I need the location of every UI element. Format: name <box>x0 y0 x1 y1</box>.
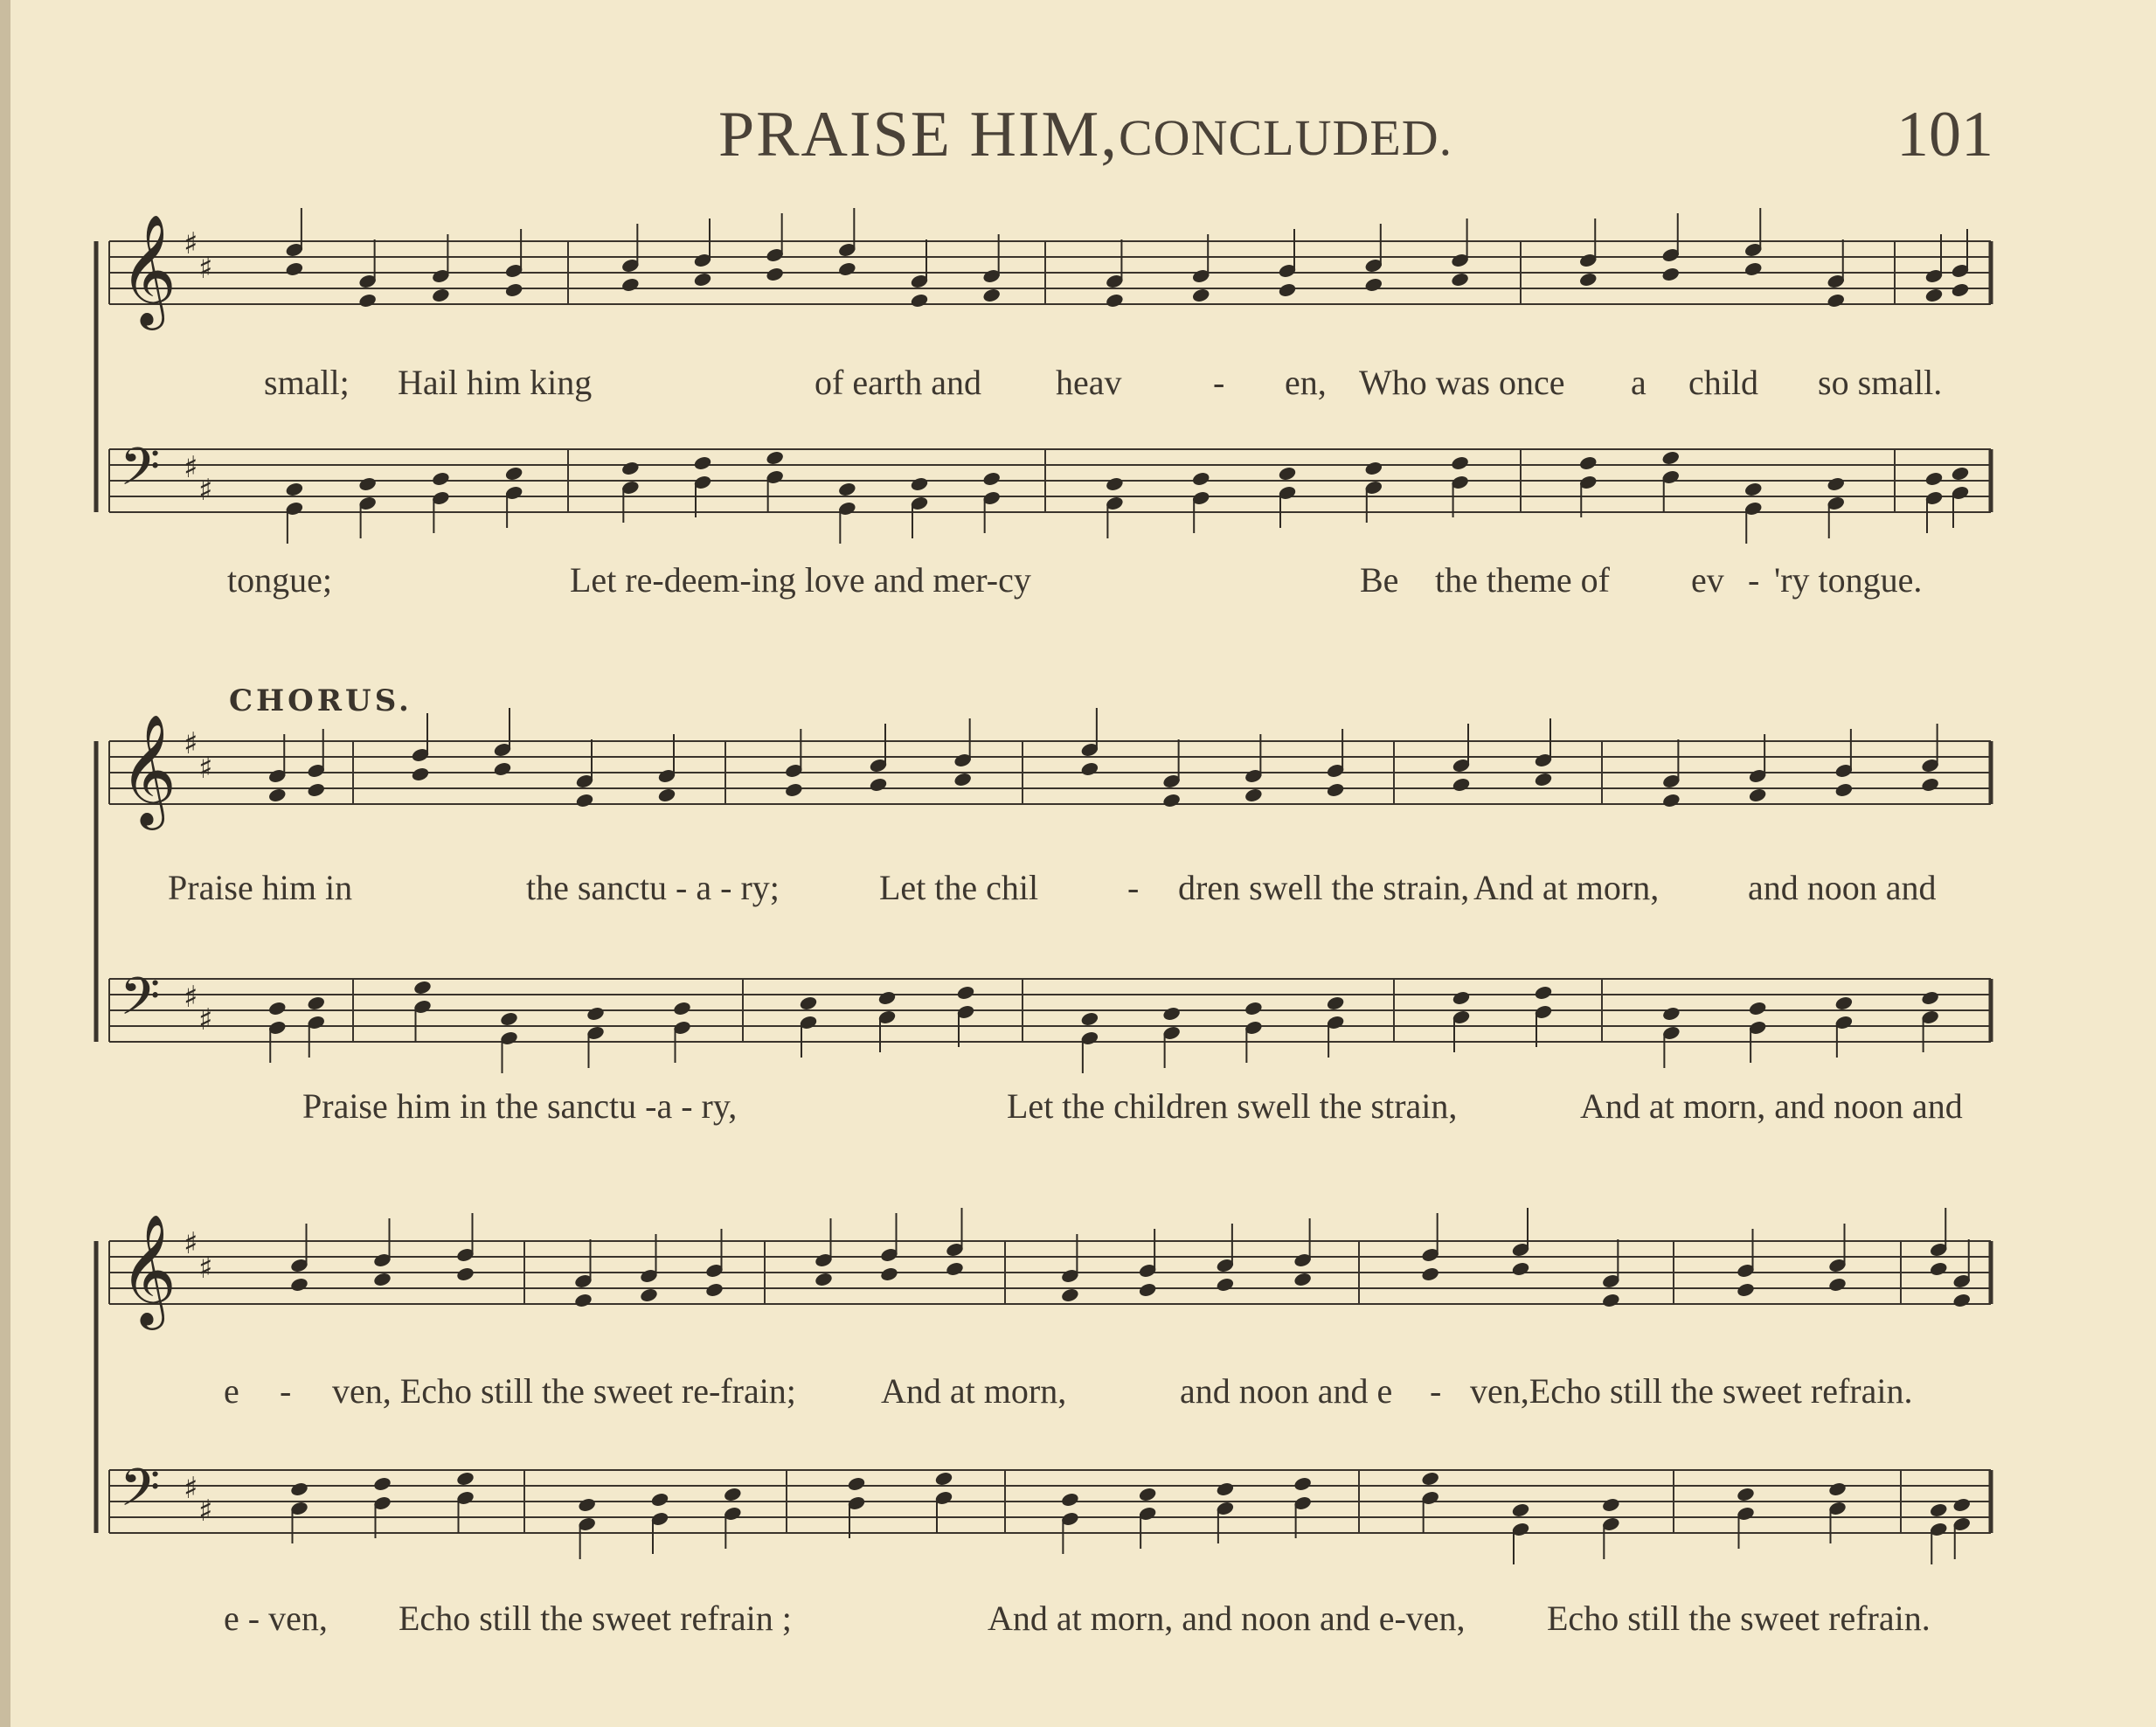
notehead <box>910 293 928 308</box>
lyric: And at morn, <box>1473 868 1660 907</box>
notehead <box>1511 1502 1529 1517</box>
notehead <box>1452 777 1470 792</box>
lyric: tongue; <box>227 560 332 600</box>
notehead <box>1278 282 1296 297</box>
lyric: And at morn, and noon and <box>1580 1086 1963 1126</box>
lyric: en, <box>1285 363 1327 402</box>
notehead <box>1828 1277 1847 1292</box>
sharp-icon: ♯ <box>184 1471 198 1506</box>
notehead <box>1451 272 1469 287</box>
notehead <box>1061 1287 1079 1302</box>
notehead <box>1278 466 1296 481</box>
notehead <box>373 1476 392 1491</box>
lyric: 'ry tongue. <box>1774 560 1923 600</box>
notehead <box>1293 1272 1312 1287</box>
notehead <box>307 782 325 797</box>
notehead <box>1080 761 1099 776</box>
sharp-icon: ♯ <box>184 726 198 761</box>
notehead <box>1162 1006 1181 1021</box>
notehead <box>1744 482 1763 496</box>
notehead <box>574 1293 593 1307</box>
treble-clef-icon: 𝄞 <box>120 213 177 325</box>
sharp-icon: ♯ <box>198 473 213 508</box>
notehead <box>500 1011 518 1026</box>
lyric: and noon and e <box>1180 1371 1393 1411</box>
notehead <box>1534 772 1552 787</box>
notehead <box>1534 985 1552 1000</box>
system-3-bass-lyrics <box>0 1598 2156 1650</box>
notehead <box>1834 995 1853 1010</box>
lyric: the theme of <box>1435 560 1610 600</box>
notehead <box>953 772 972 787</box>
notehead <box>1244 1001 1263 1016</box>
notehead <box>785 782 803 797</box>
notehead <box>1661 267 1680 281</box>
notehead <box>847 1476 865 1491</box>
lyric: ven, Echo still the sweet re-frain; <box>332 1371 796 1411</box>
sharp-icon: ♯ <box>198 1494 213 1529</box>
notehead <box>934 1471 953 1486</box>
lyric: Be <box>1360 560 1399 600</box>
notehead <box>982 471 1001 486</box>
bass-clef-icon: 𝄢 <box>120 1457 161 1530</box>
notehead <box>1952 1497 1971 1512</box>
sharp-icon: ♯ <box>198 251 213 286</box>
notehead <box>838 261 856 276</box>
notehead <box>673 1001 691 1016</box>
notehead <box>1827 476 1845 491</box>
notehead <box>1749 787 1767 802</box>
notehead <box>1924 471 1943 486</box>
notehead <box>1364 461 1383 475</box>
lyric: heav <box>1056 363 1122 402</box>
lyric: small; <box>264 363 350 402</box>
notehead <box>877 990 896 1005</box>
lyric: so small. <box>1818 363 1943 402</box>
notehead <box>1293 1476 1312 1491</box>
notehead <box>1921 777 1939 792</box>
notehead <box>869 777 887 792</box>
notehead <box>1139 1487 1157 1502</box>
notehead <box>1737 1282 1755 1297</box>
notehead <box>1661 450 1680 465</box>
notehead <box>505 466 523 481</box>
notehead <box>1162 793 1181 808</box>
notehead <box>799 995 817 1010</box>
notehead <box>1602 1497 1620 1512</box>
sharp-icon: ♯ <box>184 226 198 261</box>
notehead <box>1511 1261 1529 1276</box>
notehead <box>1216 1277 1234 1292</box>
notehead <box>621 277 640 292</box>
notehead <box>1662 1006 1681 1021</box>
lyric: e - ven, <box>224 1599 328 1638</box>
notehead <box>1662 793 1681 808</box>
lyric: ven,Echo still the sweet refrain. <box>1470 1371 1913 1411</box>
lyric: And at morn, <box>881 1371 1067 1411</box>
notehead <box>705 1282 724 1297</box>
notehead <box>1951 282 1969 297</box>
notehead <box>1828 1481 1847 1496</box>
notehead <box>307 995 325 1010</box>
lyric: Echo still the sweet refrain. <box>1547 1599 1931 1638</box>
notehead <box>290 1481 308 1496</box>
notehead <box>982 288 1001 302</box>
system-2-bass-lyrics <box>0 1085 2156 1138</box>
notehead <box>1921 990 1939 1005</box>
notehead <box>693 455 711 470</box>
notehead <box>1421 1471 1439 1486</box>
notehead <box>1602 1293 1620 1307</box>
notehead <box>285 482 303 496</box>
sharp-icon: ♯ <box>198 751 213 786</box>
notehead <box>838 482 856 496</box>
notehead <box>1744 261 1763 276</box>
notehead <box>358 476 377 491</box>
system-3-treble-lyrics <box>0 1370 2156 1423</box>
lyric: e <box>224 1371 239 1411</box>
notehead <box>413 980 432 995</box>
treble-clef-icon: 𝄞 <box>120 1213 177 1325</box>
lyric: Let the chil <box>879 868 1039 907</box>
notehead <box>1327 995 1345 1010</box>
notehead <box>1452 990 1470 1005</box>
notehead <box>1952 1293 1971 1307</box>
lyric: - <box>280 1371 292 1411</box>
notehead <box>815 1272 833 1287</box>
hymn-subtitle: CONCLUDED. <box>1119 109 1453 166</box>
sharp-icon: ♯ <box>184 1226 198 1261</box>
notehead <box>1139 1282 1157 1297</box>
notehead <box>1579 455 1598 470</box>
notehead <box>766 450 784 465</box>
notehead <box>1421 1266 1439 1281</box>
system-1-treble-lyrics <box>0 362 2156 414</box>
notehead <box>586 1006 605 1021</box>
notehead <box>578 1497 596 1512</box>
notehead <box>1924 288 1943 302</box>
lyric: the sanctu - a - ry; <box>526 868 780 907</box>
notehead <box>1061 1492 1079 1507</box>
notehead <box>1737 1487 1755 1502</box>
bass-clef-icon: 𝄢 <box>120 966 161 1039</box>
notehead <box>657 787 676 802</box>
lyric: - <box>1213 363 1225 402</box>
lyric: child <box>1688 363 1758 402</box>
notehead <box>880 1266 898 1281</box>
lyric: Who was once <box>1359 363 1565 402</box>
notehead <box>724 1487 742 1502</box>
notehead <box>1451 455 1469 470</box>
lyric: Echo still the sweet refrain ; <box>399 1599 792 1638</box>
lyric: of earth and <box>815 363 982 402</box>
sharp-icon: ♯ <box>184 450 198 485</box>
notehead <box>1364 277 1383 292</box>
notehead <box>1749 1001 1767 1016</box>
notehead <box>285 261 303 276</box>
notehead <box>1192 471 1210 486</box>
notehead <box>432 471 450 486</box>
notehead <box>1579 272 1598 287</box>
notehead <box>1951 466 1969 481</box>
notehead <box>411 766 429 781</box>
lyric: Praise him in the sanctu -a - ry, <box>302 1086 738 1126</box>
sharp-icon: ♯ <box>198 1002 213 1037</box>
notehead <box>493 761 511 776</box>
lyric: Let the children swell the strain, <box>1007 1086 1458 1126</box>
notehead <box>1827 293 1845 308</box>
notehead <box>640 1287 658 1302</box>
notehead <box>1192 288 1210 302</box>
lyric: Hail him king <box>398 363 593 402</box>
lyric: - <box>1430 1371 1442 1411</box>
system-1-bass-lyrics <box>0 559 2156 612</box>
notehead <box>1244 787 1263 802</box>
notehead <box>1106 293 1124 308</box>
hymn-title: PRAISE HIM, <box>718 99 1119 170</box>
lyric: a <box>1631 363 1646 402</box>
notehead <box>910 476 928 491</box>
notehead <box>456 1266 475 1281</box>
system-2-treble-lyrics <box>0 867 2156 919</box>
notehead <box>1930 1502 1948 1517</box>
notehead <box>693 272 711 287</box>
notehead <box>373 1272 392 1287</box>
lyric: - <box>1748 560 1760 600</box>
lyric: - <box>1127 868 1140 907</box>
treble-clef-icon: 𝄞 <box>120 713 177 825</box>
notehead <box>1930 1261 1948 1276</box>
notehead <box>290 1277 308 1292</box>
sharp-icon: ♯ <box>198 1251 213 1286</box>
notehead <box>1834 782 1853 797</box>
lyric: and noon and <box>1748 868 1937 907</box>
notehead <box>268 1001 287 1016</box>
notehead <box>505 282 523 297</box>
chorus-label: CHORUS. <box>229 683 412 718</box>
notehead <box>432 288 450 302</box>
notehead <box>456 1471 475 1486</box>
notehead <box>621 461 640 475</box>
notehead <box>268 787 287 802</box>
lyric: Let re-deem-ing love and mer-cy <box>570 560 1031 600</box>
page-number: 101 <box>1896 99 1993 170</box>
notehead <box>1327 782 1345 797</box>
notehead <box>1080 1011 1099 1026</box>
notehead <box>766 267 784 281</box>
notehead <box>358 293 377 308</box>
notehead <box>946 1261 964 1276</box>
notehead <box>1106 476 1124 491</box>
notehead <box>956 985 974 1000</box>
sharp-icon: ♯ <box>184 980 198 1015</box>
lyric: ev <box>1691 560 1724 600</box>
lyric: And at morn, and noon and e-ven, <box>988 1599 1466 1638</box>
notehead <box>650 1492 669 1507</box>
lyric: dren swell the strain, <box>1178 868 1470 907</box>
notehead <box>1216 1481 1234 1496</box>
notehead <box>575 793 593 808</box>
lyric: Praise him in <box>168 868 353 907</box>
bass-clef-icon: 𝄢 <box>120 436 161 510</box>
